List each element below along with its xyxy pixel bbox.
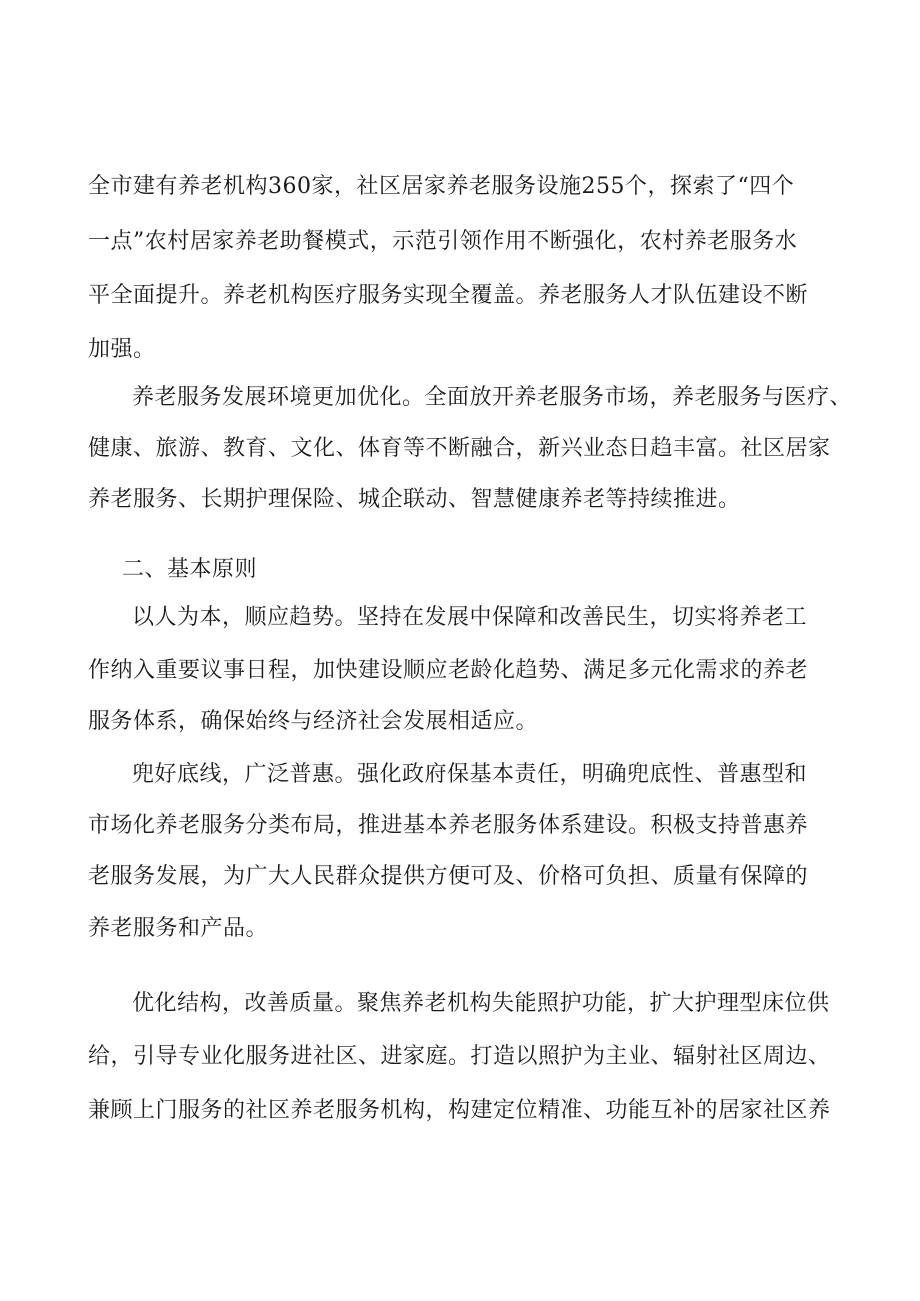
paragraph-line: 一点”农村居家养老助餐模式，示范引领作用不断强化，农村养老服务水 <box>88 229 798 254</box>
paragraph-line: 给，引导专业化服务进社区、进家庭。打造以照护为主业、辐射社区周边、 <box>88 1044 831 1069</box>
paragraph-line: 市场化养老服务分类布局，推进基本养老服务体系建设。积极支持普惠养 <box>88 813 809 838</box>
paragraph-line: 平全面提升。养老机构医疗服务实现全覆盖。养老服务人才队伍建设不断 <box>88 283 809 308</box>
paragraph-line: 养老服务和产品。 <box>88 916 269 941</box>
paragraph-line: 老服务发展，为广大人民群众提供方便可及、价格可负担、质量有保障的 <box>88 864 809 889</box>
paragraph-line: 养老服务发展环境更加优化。全面放开养老服务市场，养老服务与医疗、 <box>132 385 853 410</box>
paragraph-line: 以人为本，顺应趋势。坚持在发展中保障和改善民生，切实将养老工 <box>132 605 808 630</box>
paragraph-line: 全市建有养老机构360家，社区居家养老服务设施255个，探索了“四个 <box>88 174 795 199</box>
paragraph-line: 健康、旅游、教育、文化、体育等不断融合，新兴业态日趋丰富。社区居家 <box>88 436 831 461</box>
paragraph-line: 兜好底线，广泛普惠。强化政府保基本责任，明确兜底性、普惠型和 <box>132 762 808 787</box>
paragraph-line: 加强。 <box>88 337 156 362</box>
paragraph-line: 优化结构，改善质量。聚焦养老机构失能照护功能，扩大护理型床位供 <box>132 991 830 1016</box>
paragraph-line: 兼顾上门服务的社区养老服务机构，构建定位精准、功能互补的居家社区养 <box>88 1098 831 1123</box>
paragraph-line: 服务体系，确保始终与经济社会发展相适应。 <box>88 709 539 734</box>
paragraph-line: 作纳入重要议事日程，加快建设顺应老龄化趋势、满足多元化需求的养老 <box>88 658 809 683</box>
section-heading: 二、基本原则 <box>122 557 258 582</box>
paragraph-line: 养老服务、长期护理保险、城企联动、智慧健康养老等持续推进。 <box>88 487 741 512</box>
